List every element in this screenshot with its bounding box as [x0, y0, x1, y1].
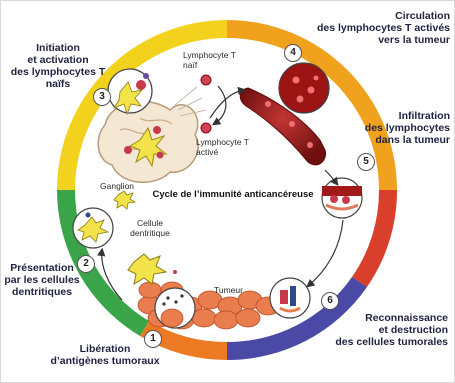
lymphocyte-active-cell — [201, 123, 211, 133]
arrow-5-to-6 — [308, 220, 343, 286]
ganglion-label: Ganglion — [100, 181, 135, 191]
lymphocyte-active-label: Lymphocyte T activé — [196, 137, 249, 157]
step-5-label: Infiltration des lymphocytes dans la tumeur — [364, 110, 450, 146]
step-3-bubble — [108, 69, 152, 114]
step-5-bubble — [322, 178, 362, 218]
step-6-label: Reconnaissance et destruction des cellules tumorales — [335, 312, 448, 348]
lymphocyte-naif-label: Lymphocyte T naïf — [183, 50, 236, 70]
lymphocyte-naive-cell — [201, 75, 211, 85]
step-1-label: Libération d’antigènes tumoraux — [50, 343, 160, 367]
step-4-label: Circulation des lymphocytes T activés vers la tumeur — [316, 10, 450, 46]
arrow-to-vessel — [210, 90, 244, 118]
step-1-bubble — [155, 288, 195, 328]
step-2-bubble — [73, 208, 113, 248]
step-number-3: 3 — [93, 88, 111, 106]
step-number-1: 1 — [144, 330, 162, 348]
step-3-label: Initiation et activation des lymphocytes T naïfs — [10, 42, 106, 90]
cellule-dendritique-label: Cellule dentritique — [130, 218, 170, 238]
dendritic-cell-small — [114, 191, 135, 209]
step-number-4: 4 — [284, 44, 302, 62]
step-number-5: 5 — [357, 153, 375, 171]
diagram-title: Cycle de l’immunité anticancéreuse — [152, 189, 314, 200]
step-4-bubble — [279, 63, 329, 113]
dendritic-cell — [128, 254, 177, 284]
tumeur-label: Tumeur — [214, 285, 243, 295]
step-2-label: Présentation par les cellules dentritiques — [4, 262, 80, 298]
step-number-2: 2 — [77, 255, 95, 273]
step-6-bubble — [270, 278, 310, 318]
step-number-6: 6 — [321, 292, 339, 310]
